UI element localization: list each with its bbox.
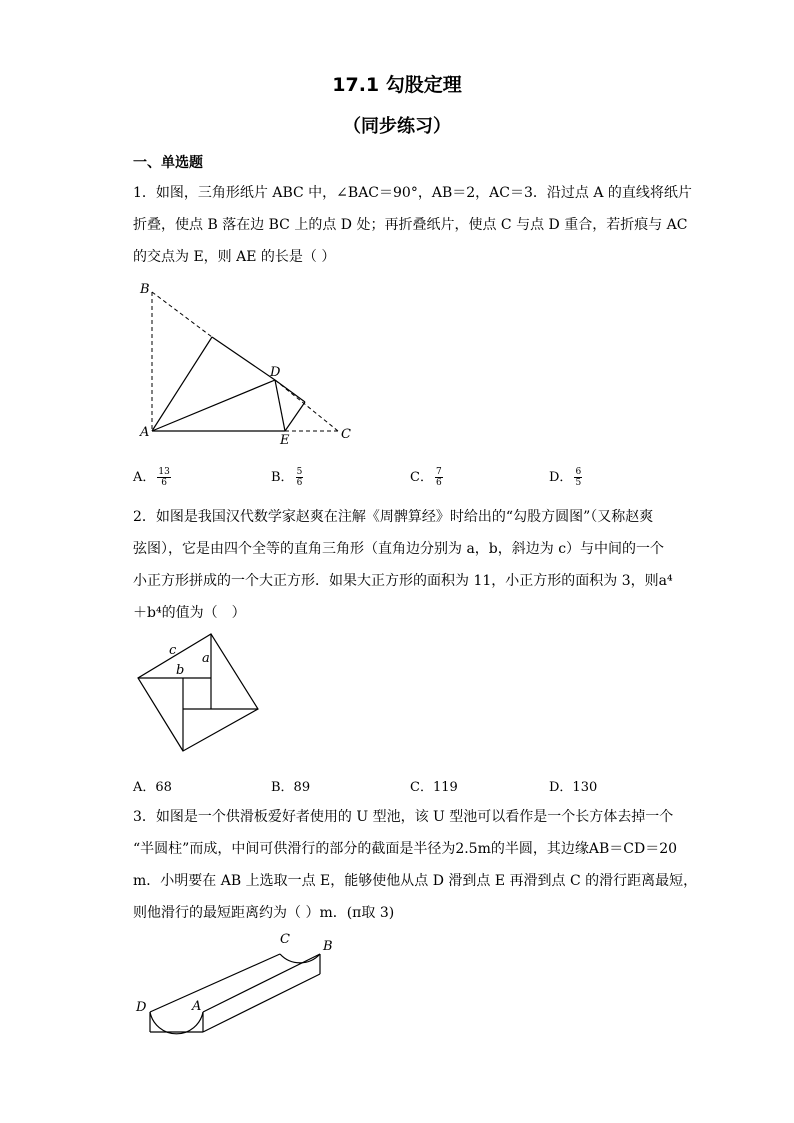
- q2-line-1: 2．如图是我国汉代数学家赵爽在注解《周髀算经》时给出的“勾股方圆图”（又称赵爽: [133, 509, 654, 525]
- label-D: D: [270, 365, 281, 380]
- q1-option-d[interactable]: D． $\frac{6}{5}$: [549, 467, 582, 488]
- label-A: A: [140, 425, 150, 440]
- q1-line-3: 的交点为 E，则 AE 的长是（ ）: [133, 249, 336, 265]
- page-title: 17.1 勾股定理: [332, 74, 462, 96]
- q2-line-4: ＋b⁴的值为（ ）: [133, 605, 246, 621]
- q1-line-2: 折叠，使点 B 落在边 BC 上的点 D 处；再折叠纸片，使点 C 与点 D 重合，若折痕与 AC: [133, 217, 688, 233]
- label-C: C: [341, 427, 351, 442]
- q3-u-pool-figure: [130, 928, 340, 1043]
- q3-line-1: 3．如图是一个供滑板爱好者使用的 U 型池，该 U 型池可以看作是一个长方体去掉一个: [133, 809, 674, 825]
- label-b: b: [176, 663, 185, 678]
- label-B: B: [140, 282, 150, 297]
- label-A: A: [192, 999, 202, 1014]
- q1-option-c[interactable]: C． $\frac{7}{6}$: [410, 467, 442, 488]
- label-D: D: [136, 1000, 147, 1015]
- q2-line-2: 弦图），它是由四个全等的直角三角形（直角边分别为 a，b，斜边为 c）与中间的一个: [133, 541, 665, 557]
- label-a: a: [202, 651, 210, 666]
- label-B: B: [323, 939, 333, 954]
- q2-option-d[interactable]: D．130: [549, 780, 598, 795]
- q2-option-b[interactable]: B．89: [271, 780, 311, 795]
- q1-option-b[interactable]: B． $\frac{5}{6}$: [271, 467, 303, 488]
- q3-line-4: 则他滑行的最短距离约为（ ）m．(π取 3): [133, 905, 395, 921]
- q2-zhao-shuang-figure: [130, 630, 270, 760]
- page-subtitle: （同步练习）: [343, 116, 451, 137]
- label-C: C: [280, 932, 290, 947]
- section-heading: 一、单选题: [133, 155, 203, 171]
- q3-line-3: m．小明要在 AB 上选取一点 E，能够使他从点 D 滑到点 E 再滑到点 C 的滑行距离最短，: [133, 873, 698, 889]
- q2-option-a[interactable]: A．68: [133, 780, 172, 795]
- q2-option-c[interactable]: C．119: [410, 780, 458, 795]
- q3-line-2: “半圆柱”而成，中间可供滑行的部分的截面是半径为2.5m的半圆，其边缘AB＝CD＝20: [133, 841, 678, 857]
- q1-triangle-figure: [130, 278, 370, 448]
- label-c: c: [169, 643, 177, 658]
- q2-line-3: 小正方形拼成的一个大正方形．如果大正方形的面积为 11，小正方形的面积为 3，则a⁴: [133, 573, 673, 589]
- label-E: E: [280, 433, 290, 448]
- q1-option-a[interactable]: A． $\frac{13}{6}$: [133, 467, 170, 488]
- q1-line-1: 1．如图，三角形纸片 ABC 中，∠BAC＝90°，AB＝2，AC＝3．沿过点 A 的直线将纸片: [133, 185, 692, 201]
